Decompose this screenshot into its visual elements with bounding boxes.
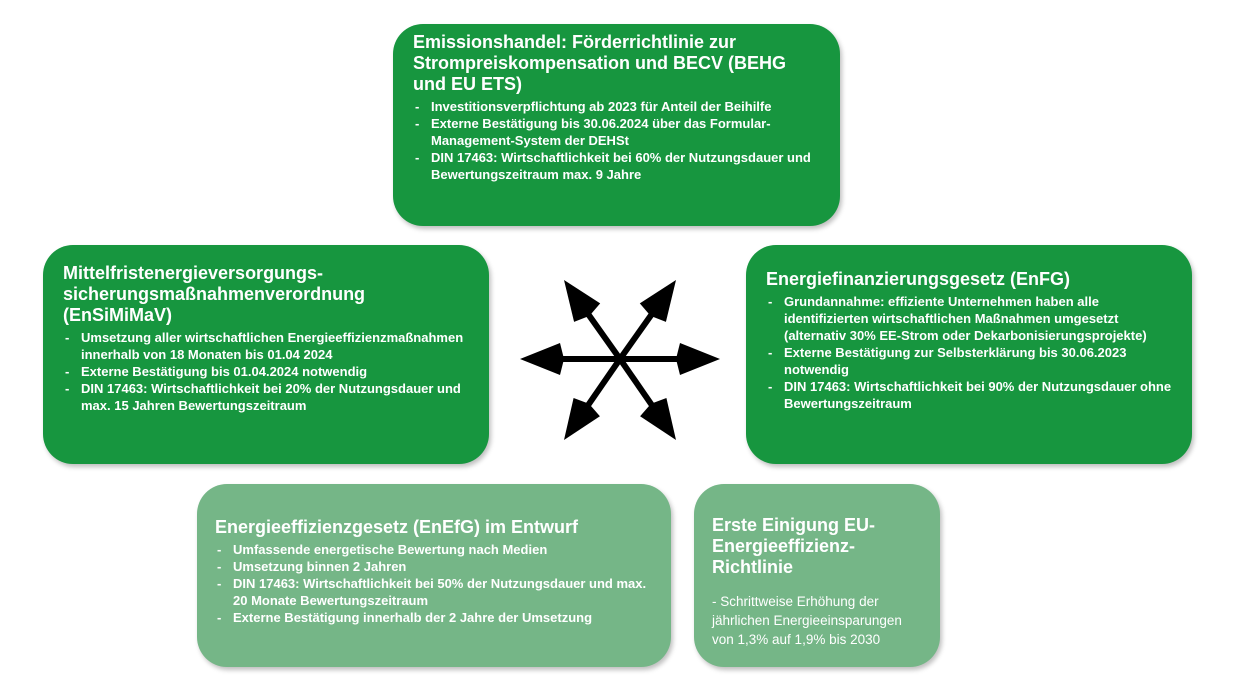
box-ensimimav-title: Mittelfristenergieversorgungs-sicherungsmaßnahmenverordnung (EnSiMiMaV) [63, 263, 366, 325]
box-emissionshandel [393, 24, 840, 226]
list-item: - DIN 17463: Wirtschaftlichkeit bei 90% der Nutzungsdauer ohne Bewertungszeitraum [766, 378, 1172, 412]
list-item: - DIN 17463: Wirtschaftlichkeit bei 20% der Nutzungsdauer und max. 15 Jahren Bewertungszeitraum [63, 380, 469, 414]
arrow-head [676, 343, 720, 375]
arrow-head [640, 280, 676, 322]
list-item: - Umfassende energetische Bewertung nach Medien [215, 541, 653, 558]
list-item: - DIN 17463: Wirtschaftlichkeit bei 60% der Nutzungsdauer und Bewertungszeitraum max. 9 Jahre [413, 149, 820, 183]
list-item: - Externe Bestätigung bis 30.06.2024 über das Formular-Management-System der DEHSt [413, 115, 820, 149]
list-item: - Umsetzung binnen 2 Jahren [215, 558, 653, 575]
list-item: - Externe Bestätigung bis 01.04.2024 notwendig [63, 363, 469, 380]
box-emissionshandel-list [413, 98, 820, 183]
list-item: - Grundannahme: effiziente Unternehmen haben alle identifizierten wirtschaftlichen Maßnahmen umgesetzt (alternativ 30% EE-Strom oder Dekarbonisierungsprojekte) [766, 293, 1172, 344]
box-enfg [746, 245, 1192, 464]
box-ensimimav-list [63, 329, 469, 414]
arrow-head [564, 280, 600, 322]
box-enfg-list [766, 293, 1172, 412]
list-item: - Externe Bestätigung innerhalb der 2 Jahre der Umsetzung [215, 609, 653, 626]
box-enefg [197, 484, 671, 667]
radiating-arrows-icon [520, 272, 720, 447]
list-item: - Externe Bestätigung zur Selbsterklärung bis 30.06.2023 notwendig [766, 344, 1172, 378]
box-enfg-title: Energiefinanzierungsgesetz (EnFG) [766, 269, 1071, 289]
list-item: - Umsetzung aller wirtschaftlichen Energieeffizienzmaßnahmen innerhalb von 18 Monaten bis 01.04 2024 [63, 329, 469, 363]
list-item: - DIN 17463: Wirtschaftlichkeit bei 50% der Nutzungsdauer und max. 20 Monate Bewertungszeitraum [215, 575, 653, 609]
box-enefg-title: Energieeffizienzgesetz (EnEfG) im Entwurf [215, 517, 579, 537]
box-eu-richtlinie-text: - Schrittweise Erhöhung der jährlichen Energieeinsparungen von 1,3% auf 1,9% bis 2030 [712, 594, 902, 647]
list-item: - Investitionsverpflichtung ab 2023 für Anteil der Beihilfe [413, 98, 820, 115]
box-emissionshandel-title: Emissionshandel: Förderrichtlinie zur Strompreiskompensation und BECV (BEHG und EU ETS) [413, 32, 787, 94]
arrow-head [564, 398, 600, 440]
box-enefg-list [215, 541, 653, 626]
box-eu-richtlinie [694, 484, 940, 667]
arrow-head [520, 343, 564, 375]
arrow-head [640, 398, 676, 440]
box-ensimimav [43, 245, 489, 464]
box-eu-richtlinie-title: Erste Einigung EU-Energieeffizienz-Richtlinie [712, 515, 876, 577]
